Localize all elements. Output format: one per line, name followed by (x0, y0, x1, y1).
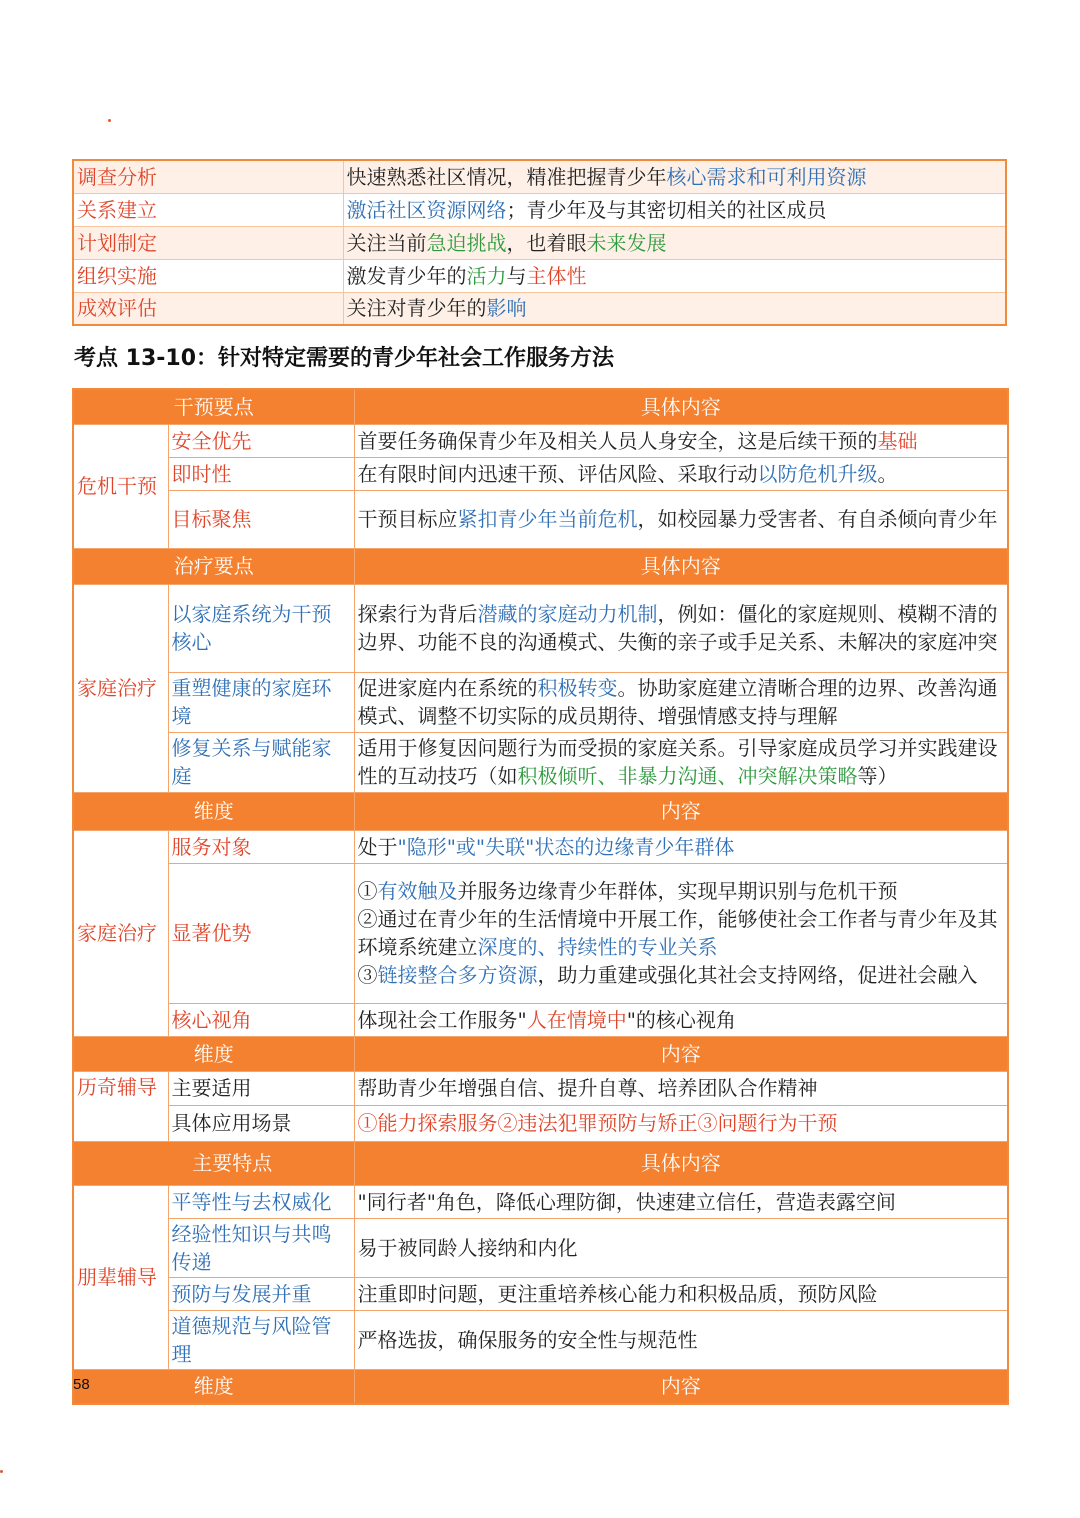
point-content (354, 1277, 1008, 1310)
point-name: 主要适用 (168, 1071, 354, 1105)
text-run: 快速熟悉社区情况，精准把握青少年 (346, 164, 667, 189)
header-cell: 内容 (354, 1036, 1008, 1071)
text-run: 严格选拔，确保服务的安全性与规范性 (357, 1327, 698, 1352)
content-line (358, 877, 1005, 905)
text-run: ，如校园暴力受害者、有自杀倾向青少年 (637, 507, 998, 531)
point-name: 修复关系与赋能家庭 (168, 732, 354, 792)
content-line (358, 905, 1005, 961)
text-run: 有效触及 (377, 879, 458, 903)
text-run: 体现社会工作服务" (357, 1007, 527, 1032)
point-content (354, 457, 1008, 490)
text-run: 探索行为背后 (357, 602, 478, 626)
point-name: 以家庭系统为干预核心 (168, 584, 354, 672)
text-run: 未来发展 (586, 230, 667, 255)
text-run: 影响 (486, 296, 527, 321)
table-row (73, 160, 1006, 193)
text-run: 积极转变 (537, 676, 618, 700)
text-run: 适用于修复因问题行为而受损的家庭关系。引导家庭成员学习并实践建设性的互动技巧（如 (357, 736, 998, 788)
text-run: 并服务边缘青少年群体，实现早期识别与危机干预 (457, 879, 898, 903)
point-name: 服务对象 (168, 830, 354, 863)
decorative-dot (0, 1470, 3, 1473)
point-content (354, 1071, 1008, 1105)
method-label: 历奇辅导 (73, 1071, 168, 1141)
table-header-row (73, 548, 1008, 584)
point-content (354, 490, 1008, 548)
point-content (354, 584, 1008, 672)
text-run: "同行者"角色，降低心理防御，快速建立信任，营造表露空间 (357, 1189, 896, 1214)
text-run: 易于被同龄人接纳和内化 (357, 1235, 578, 1260)
point-content (354, 424, 1008, 457)
point-content (354, 1105, 1008, 1141)
header-cell: 干预要点 (73, 389, 354, 424)
point-name: 经验性知识与共鸣传递 (168, 1218, 354, 1277)
header-cell: 具体内容 (354, 548, 1008, 584)
method-label: 家庭治疗 (73, 584, 168, 792)
stage-description (343, 259, 1006, 292)
table-row (73, 1105, 1008, 1141)
text-run: 干预目标应 (357, 507, 458, 531)
stage-name: 关系建立 (73, 193, 343, 226)
point-content (354, 1310, 1008, 1369)
table-row (73, 1310, 1008, 1369)
text-run: ① (357, 879, 378, 903)
table-row (73, 226, 1006, 259)
text-run: ，例如：僵化的家庭规则、模糊不清的边界、功能不良的沟通模式、失衡的亲子或手足关系、未解决的家庭冲突 (357, 602, 998, 654)
point-name: 平等性与去权威化 (168, 1185, 354, 1218)
point-content (354, 1003, 1008, 1036)
stage-description (343, 226, 1006, 259)
text-run: ，助力重建或强化其社会支持网络，促进社会融入 (537, 963, 978, 987)
text-run: 首要任务确保青少年及相关人员人身安全，这是后续干预的 (357, 428, 878, 453)
point-name: 预防与发展并重 (168, 1277, 354, 1310)
point-name: 具体应用场景 (168, 1105, 354, 1141)
method-label: 朋辈辅导 (73, 1185, 168, 1369)
stage-description (343, 160, 1006, 193)
text-run: ③ (357, 963, 378, 987)
stage-table (72, 159, 1007, 326)
point-content (354, 672, 1008, 732)
section-heading: 考点 13-10：针对特定需要的青少年社会工作服务方法 (74, 346, 615, 371)
text-run: 深度的、持续性的专业关系 (477, 935, 718, 959)
stage-description (343, 292, 1006, 325)
stage-name: 成效评估 (73, 292, 343, 325)
table-row (73, 732, 1008, 792)
text-run: 核心需求和可利用资源 (666, 164, 867, 189)
point-name: 显著优势 (168, 863, 354, 1003)
table-row (73, 1071, 1008, 1105)
text-run: 主体性 (526, 263, 587, 288)
stage-name: 计划制定 (73, 226, 343, 259)
header-cell: 内容 (354, 1369, 1008, 1404)
table-row (73, 490, 1008, 548)
text-run: ②通过在青少年的生活情境中开展工作，能够使社会工作者与青少年及其环境系统建立 (357, 907, 998, 959)
table-row (73, 1185, 1008, 1218)
table-header-row (73, 1036, 1008, 1071)
text-run: 与 (506, 263, 527, 288)
point-name: 目标聚焦 (168, 490, 354, 548)
table-header-row (73, 1141, 1008, 1185)
content-line (358, 961, 1005, 989)
text-run: 激活社区资源网络 (346, 197, 507, 222)
header-cell: 治疗要点 (73, 548, 354, 584)
table-row (73, 1277, 1008, 1310)
header-cell: 维度 (73, 792, 354, 830)
text-run: ①能力探索服务②违法犯罪预防与矫正③问题行为干预 (357, 1111, 838, 1135)
text-run: "的核心视角 (626, 1007, 736, 1032)
page-number: 58 (73, 1376, 90, 1393)
table-row (73, 863, 1008, 1003)
table-row (73, 292, 1006, 325)
text-run: 促进家庭内在系统的 (357, 676, 538, 700)
table-row (73, 672, 1008, 732)
stage-description (343, 193, 1006, 226)
methods-table (72, 388, 1009, 1405)
header-cell: 主要特点 (73, 1141, 354, 1185)
text-run: 以防危机升级 (757, 461, 878, 486)
header-cell: 具体内容 (354, 1141, 1008, 1185)
text-run: 帮助青少年增强自信、提升自尊、培养团队合作精神 (357, 1076, 818, 1100)
header-cell: 维度 (73, 1369, 354, 1404)
stage-name: 调查分析 (73, 160, 343, 193)
text-run: 基础 (877, 428, 918, 453)
text-run: 关注对青少年的 (346, 296, 487, 321)
table-header-row (73, 389, 1008, 424)
table-header-row (73, 1369, 1008, 1404)
text-run: 人在情境中 (526, 1007, 627, 1032)
table-row (73, 1218, 1008, 1277)
point-name: 重塑健康的家庭环境 (168, 672, 354, 732)
point-content (354, 732, 1008, 792)
text-run: 积极倾听、非暴力沟通、冲突解决策略 (517, 764, 858, 788)
header-cell: 内容 (354, 792, 1008, 830)
point-content (354, 1218, 1008, 1277)
point-content (354, 830, 1008, 863)
text-run: 急迫挑战 (426, 230, 507, 255)
text-run: 处于 (357, 834, 398, 859)
text-run: 。 (877, 461, 898, 486)
table-row (73, 584, 1008, 672)
method-label: 危机干预 (73, 424, 168, 548)
table-row (73, 259, 1006, 292)
point-name: 即时性 (168, 457, 354, 490)
header-cell: 具体内容 (354, 389, 1008, 424)
text-run: "隐形"或"失联"状态的边缘青少年群体 (397, 834, 735, 859)
point-name: 安全优先 (168, 424, 354, 457)
text-run: 紧扣青少年当前危机 (457, 507, 638, 531)
table-row (73, 193, 1006, 226)
text-run: 活力 (466, 263, 507, 288)
table-header-row (73, 792, 1008, 830)
decorative-dot (108, 119, 111, 122)
text-run: 潜藏的家庭动力机制 (477, 602, 658, 626)
table-row (73, 457, 1008, 490)
text-run: ，也着眼 (506, 230, 587, 255)
text-run: 链接整合多方资源 (377, 963, 538, 987)
table-row (73, 830, 1008, 863)
header-cell: 维度 (73, 1036, 354, 1071)
stage-name: 组织实施 (73, 259, 343, 292)
table-row (73, 1003, 1008, 1036)
point-name: 核心视角 (168, 1003, 354, 1036)
point-name: 道德规范与风险管理 (168, 1310, 354, 1369)
table-row (73, 424, 1008, 457)
text-run: 注重即时问题，更注重培养核心能力和积极品质，预防风险 (357, 1281, 878, 1306)
text-run: 激发青少年的 (346, 263, 467, 288)
text-run: 在有限时间内迅速干预、评估风险、采取行动 (357, 461, 758, 486)
point-content (354, 863, 1008, 1003)
text-run: ；青少年及与其密切相关的社区成员 (506, 197, 827, 222)
text-run: 等） (857, 764, 898, 788)
point-content (354, 1185, 1008, 1218)
text-run: 。协助家庭建立清晰合理的边界、改善沟通模式、调整不切实际的成员期待、增强情感支持与理解 (357, 676, 998, 728)
method-label: 家庭治疗 (73, 830, 168, 1036)
text-run: 关注当前 (346, 230, 427, 255)
